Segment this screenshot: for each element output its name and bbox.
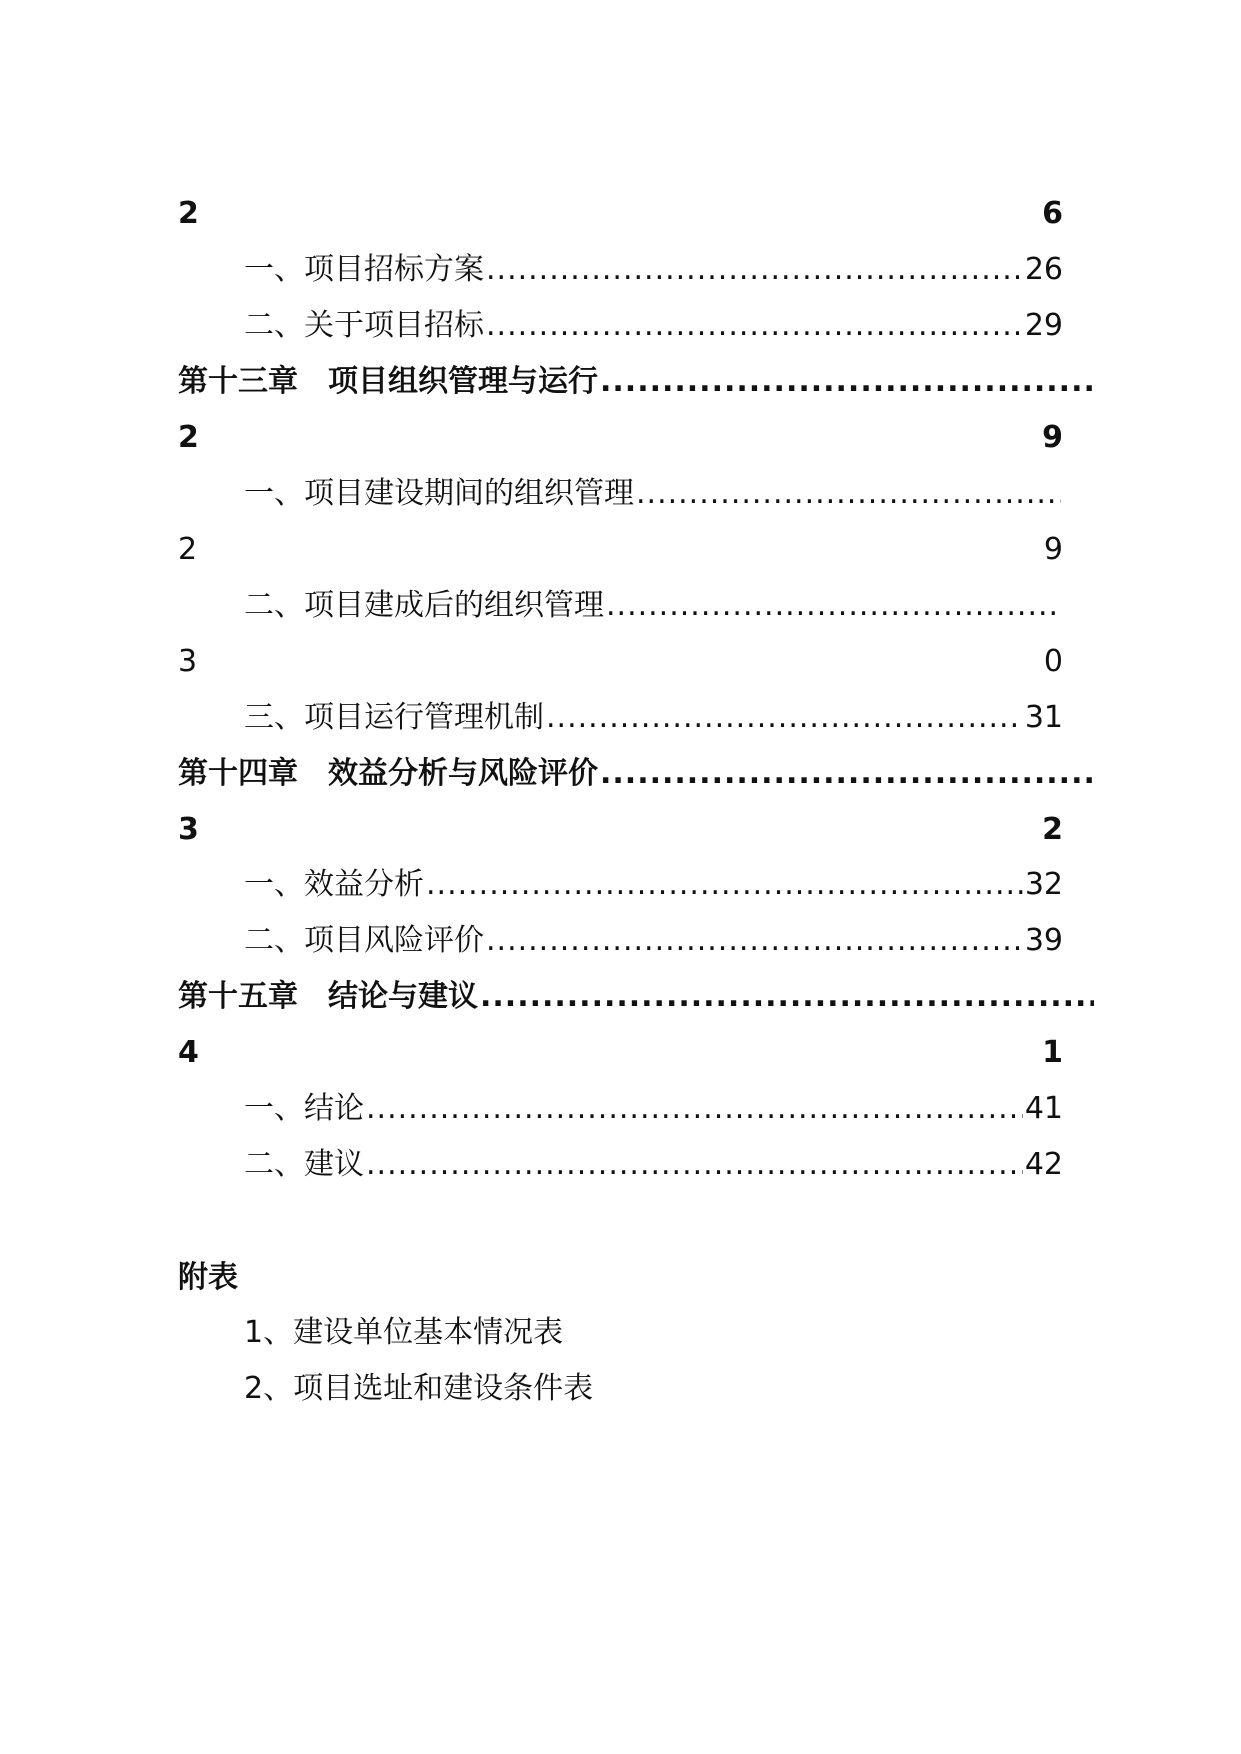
toc-entry[interactable] bbox=[244, 695, 1063, 741]
toc-page-number-part: 2 bbox=[1042, 812, 1063, 847]
toc-page-number-part: 2 bbox=[178, 196, 199, 231]
toc-leader-dots bbox=[366, 1086, 1023, 1132]
toc-entry[interactable] bbox=[244, 471, 1063, 517]
toc-page-wrap-line bbox=[178, 415, 1063, 461]
toc-leader-dots bbox=[600, 751, 1094, 797]
toc-leader-dots bbox=[486, 247, 1023, 293]
toc-leader-dots bbox=[546, 695, 1023, 741]
toc-chapter-title: 第十五章 结论与建议 bbox=[178, 979, 478, 1014]
toc-entry-title: 二、项目风险评价 bbox=[244, 923, 484, 958]
toc-leader-dots bbox=[480, 974, 1094, 1020]
toc-leader-dots bbox=[486, 303, 1023, 349]
toc-page-number-part: 2 bbox=[178, 532, 198, 567]
toc-page-wrap-line bbox=[178, 1030, 1063, 1076]
toc-entry-title: 二、建议 bbox=[244, 1147, 364, 1182]
toc-leader-dots bbox=[486, 918, 1023, 964]
appendix-item[interactable]: 1、建设单位基本情况表 bbox=[244, 1315, 564, 1350]
toc-page-number: 31 bbox=[1024, 700, 1063, 735]
toc-chapter-heading[interactable] bbox=[178, 974, 1096, 1020]
toc-page-number: 26 bbox=[1024, 252, 1063, 287]
toc-page-number-part: 2 bbox=[178, 420, 199, 455]
toc-chapter-heading[interactable] bbox=[178, 359, 1096, 405]
toc-page-number-part: 9 bbox=[1042, 420, 1063, 455]
toc-entry-title: 三、项目运行管理机制 bbox=[244, 700, 544, 735]
toc-page-number-part: 1 bbox=[1042, 1035, 1063, 1070]
toc-page-wrap-line bbox=[178, 527, 1063, 573]
toc-page-number: 42 bbox=[1024, 1147, 1063, 1182]
toc-chapter-heading[interactable] bbox=[178, 751, 1096, 797]
toc-page-number-part: 3 bbox=[178, 644, 198, 679]
toc-leader-dots bbox=[636, 471, 1061, 517]
toc-entry[interactable] bbox=[244, 1142, 1063, 1188]
toc-leader-dots bbox=[426, 862, 1023, 908]
toc-entry-title: 一、项目招标方案 bbox=[244, 252, 484, 287]
toc-chapter-title: 第十四章 效益分析与风险评价 bbox=[178, 756, 598, 791]
toc-entry[interactable] bbox=[244, 583, 1063, 629]
appendix-item[interactable]: 2、项目选址和建设条件表 bbox=[244, 1371, 594, 1406]
toc-page-number-part: 4 bbox=[178, 1035, 199, 1070]
toc-page-number: 41 bbox=[1024, 1091, 1063, 1126]
toc-chapter-title: 第十三章 项目组织管理与运行 bbox=[178, 364, 598, 399]
toc-leader-dots bbox=[600, 359, 1094, 405]
toc-entry-title: 二、关于项目招标 bbox=[244, 308, 484, 343]
toc-page-number: 29 bbox=[1024, 308, 1063, 343]
toc-page-number: 32 bbox=[1024, 867, 1063, 902]
toc-page-wrap-line bbox=[178, 807, 1063, 853]
toc-leader-dots bbox=[606, 583, 1061, 629]
toc-page-wrap-line bbox=[178, 639, 1063, 685]
toc-page-number-part: 6 bbox=[1042, 196, 1063, 231]
toc-entry[interactable] bbox=[244, 862, 1063, 908]
appendix-title: 附表 bbox=[178, 1260, 238, 1295]
toc-leader-dots bbox=[366, 1142, 1023, 1188]
toc-page-wrap-line bbox=[178, 191, 1063, 237]
toc-entry[interactable] bbox=[244, 303, 1063, 349]
toc-page-number-part: 0 bbox=[1043, 644, 1063, 679]
toc-page-number: 39 bbox=[1024, 923, 1063, 958]
toc-entry[interactable] bbox=[244, 1086, 1063, 1132]
toc-entry-title: 一、效益分析 bbox=[244, 867, 424, 902]
toc-page-number-part: 3 bbox=[178, 812, 199, 847]
toc-entry[interactable] bbox=[244, 247, 1063, 293]
toc-page-number-part: 9 bbox=[1043, 532, 1063, 567]
toc-entry-title: 二、项目建成后的组织管理 bbox=[244, 588, 604, 623]
toc-entry-title: 一、结论 bbox=[244, 1091, 364, 1126]
toc-entry-title: 一、项目建设期间的组织管理 bbox=[244, 476, 634, 511]
toc-entry[interactable] bbox=[244, 918, 1063, 964]
